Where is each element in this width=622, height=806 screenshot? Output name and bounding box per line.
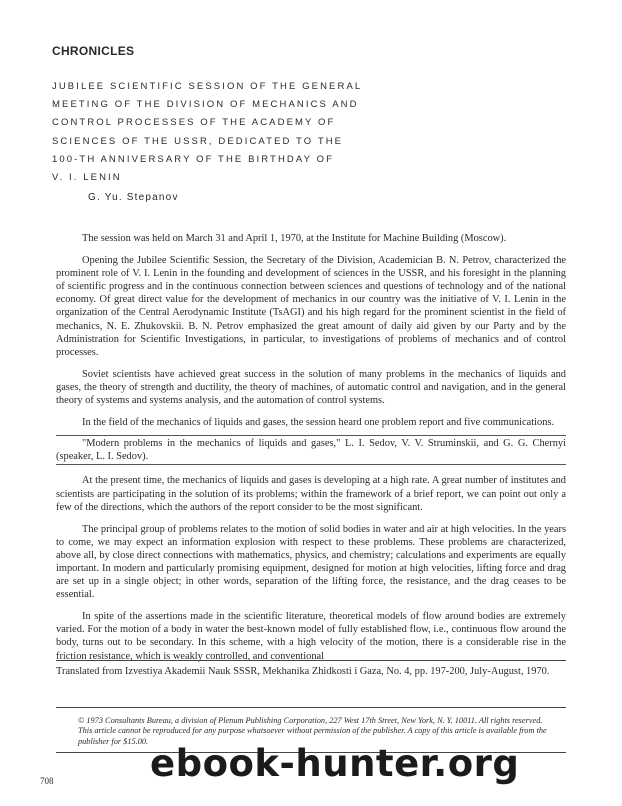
article-title: [52, 78, 412, 187]
article-body: [56, 232, 566, 672]
report-heading: "Modern problems in the mechanics of liquids and gases," L. I. Sedov, V. V. Struminskii, and G. G. Chernyi (speaker, L. I. Sedov).: [56, 435, 566, 465]
paragraph-session-date: The session was held on March 31 and April 1, 1970, at the Institute for Machine Building (Moscow).: [82, 233, 507, 244]
translation-note: Translated from Izvestiya Akademii Nauk SSSR, Mekhanika Zhidkosti i Gaza, No. 4, pp. 197-200, July-August, 1970.: [56, 666, 550, 677]
section-label: CHRONICLES: [52, 44, 135, 58]
title-line: MEETING OF THE DIVISION OF MECHANICS AND: [52, 99, 359, 111]
watermark-text: ebook-hunter.org: [150, 742, 520, 785]
paragraph-theoretical-models: In spite of the assertions made in the scientific literature, theoretical models of flow around bodies are extremely varied. For the motion of a body in water the best-known model of fully established flow, i.e., continuous flow around the body, turns out to be secondary. In this scheme, with a high velocity of the motion, there is a considerable rise in the friction resistance, which is weakly controlled, and conventional: [56, 611, 566, 662]
author-name: G. Yu. Stepanov: [88, 192, 179, 203]
title-line: JUBILEE SCIENTIFIC SESSION OF THE GENERAL: [52, 81, 363, 92]
paragraph-principal-group: The principal group of problems relates to the motion of solid bodies in water and air at high velocities. In the years to come, we may expect an information explosion with respect to these problems. These problems are characterized, above all, by close direct connections with mathematics, physics, and chemistry; calculations and experiments are equally important. In modern and particularly promising equipment, designed for motion at high velocities, lifting force and drag are set up in a single object; in other words, separation of the lifting force, the resistance, and the drag ceases to be essential.: [56, 523, 566, 601]
copyright-notice: © 1973 Consultants Bureau, a division of Plenum Publishing Corporation, 227 West 17th Street, New York, N. Y. 10011. All rights reserved. This article cannot be reproduced for any purpose whatsoever without permission of the publisher. A copy of this article is available from the publisher for $15.00.: [78, 716, 547, 746]
title-line: CONTROL PROCESSES OF THE ACADEMY OF: [52, 117, 336, 129]
footer-divider: [56, 660, 566, 661]
page-number: 708: [40, 776, 54, 786]
paragraph-soviet-scientists: Soviet scientists have achieved great success in the solution of many problems in the mechanics of liquids and gases, the theory of strength and ductility, the theory of machines, of automatic control and navigation, and in the general theory of systems and systems analysis, and the automation of control systems.: [56, 368, 566, 407]
title-line: SCIENCES OF THE USSR, DEDICATED TO THE: [52, 135, 344, 147]
paragraph-present-time: At the present time, the mechanics of liquids and gases is developing at a high rate. A great number of institutes and scientists are participating in the solution of its problems; within the framework of a brief report, we can point out only a few of the directions, which the authors of the report consider to be the most significant.: [56, 475, 566, 513]
title-line: V. I. LENIN: [52, 172, 122, 184]
paragraph-liquids-gases: In the field of the mechanics of liquids and gases, the session heard one problem report and five communications.: [82, 417, 555, 429]
title-line: 100-TH ANNIVERSARY OF THE BIRTHDAY OF: [52, 153, 335, 165]
paragraph-opening: Opening the Jubilee Scientific Session, the Secretary of the Division, Academician B. N. Petrov, characterized the prominent role of V. I. Lenin in the founding and development of sciences in the USSR, and his foresight in the planning of scientific progress and in the continuous connection between sciences and questions of technology and of the national economy. Of great direct value for the development of mechanics in our country was the initiative of V. I. Lenin in the organization of the Central Aerodynamic Institute (TsAGI) and his high regard for the prominent scientist in the field of mechanics, N. E. Zhukovskii. B. N. Petrov emphasized the great amount of daily aid given by our Party and by the Administration for Scientific Investigations, in particular, to investigations of problems of mechanics and of control processes.: [56, 255, 566, 358]
